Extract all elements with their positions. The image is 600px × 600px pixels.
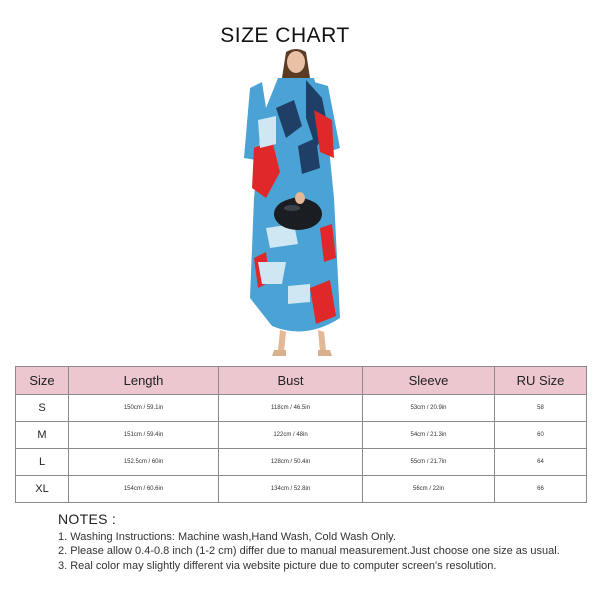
- size-chart-table: [15, 366, 587, 503]
- header-bust: Bust: [219, 367, 363, 395]
- cell-bust: 118cm / 46.5in: [219, 395, 363, 422]
- header-sleeve: Sleeve: [363, 367, 495, 395]
- cell-ru-size: 64: [495, 449, 587, 476]
- cell-length: 150cm / 59.1in: [69, 395, 219, 422]
- notes-section: [58, 512, 588, 573]
- table-row: [16, 395, 587, 422]
- cell-size: M: [16, 422, 69, 449]
- cell-ru-size: 66: [495, 476, 587, 503]
- cell-size: L: [16, 449, 69, 476]
- notes-title: NOTES :: [58, 511, 117, 527]
- header-size: Size: [16, 367, 69, 395]
- header-ru-size: RU Size: [495, 367, 587, 395]
- note-item: 1. Washing Instructions: Machine wash,Hand Wash, Cold Wash Only.: [58, 530, 396, 543]
- model-photo: [236, 48, 356, 358]
- header-length: Length: [69, 367, 219, 395]
- cell-sleeve: 56cm / 22in: [363, 476, 495, 503]
- cell-bust: 122cm / 48in: [219, 422, 363, 449]
- cell-length: 154cm / 60.6in: [69, 476, 219, 503]
- cell-size: XL: [16, 476, 69, 503]
- cell-length: 152.5cm / 60in: [69, 449, 219, 476]
- table-row: [16, 449, 587, 476]
- cell-size: S: [16, 395, 69, 422]
- table-row: [16, 422, 587, 449]
- table-row: [16, 476, 587, 503]
- note-item: 2. Please allow 0.4-0.8 inch (1-2 cm) differ due to manual measurement.Just choose one size as usual.: [58, 545, 560, 557]
- table-header-row: [16, 367, 587, 395]
- page-title: SIZE CHART: [220, 24, 350, 47]
- cell-length: 151cm / 59.4in: [69, 422, 219, 449]
- cell-sleeve: 53cm / 20.9in: [363, 395, 495, 422]
- cell-ru-size: 58: [495, 395, 587, 422]
- cell-bust: 134cm / 52.8in: [219, 476, 363, 503]
- cell-sleeve: 55cm / 21.7in: [363, 449, 495, 476]
- cell-ru-size: 60: [495, 422, 587, 449]
- cell-sleeve: 54cm / 21.3in: [363, 422, 495, 449]
- cell-bust: 128cm / 50.4in: [219, 449, 363, 476]
- note-item: 3. Real color may slightly different via website picture due to computer screen's resolution.: [58, 559, 497, 572]
